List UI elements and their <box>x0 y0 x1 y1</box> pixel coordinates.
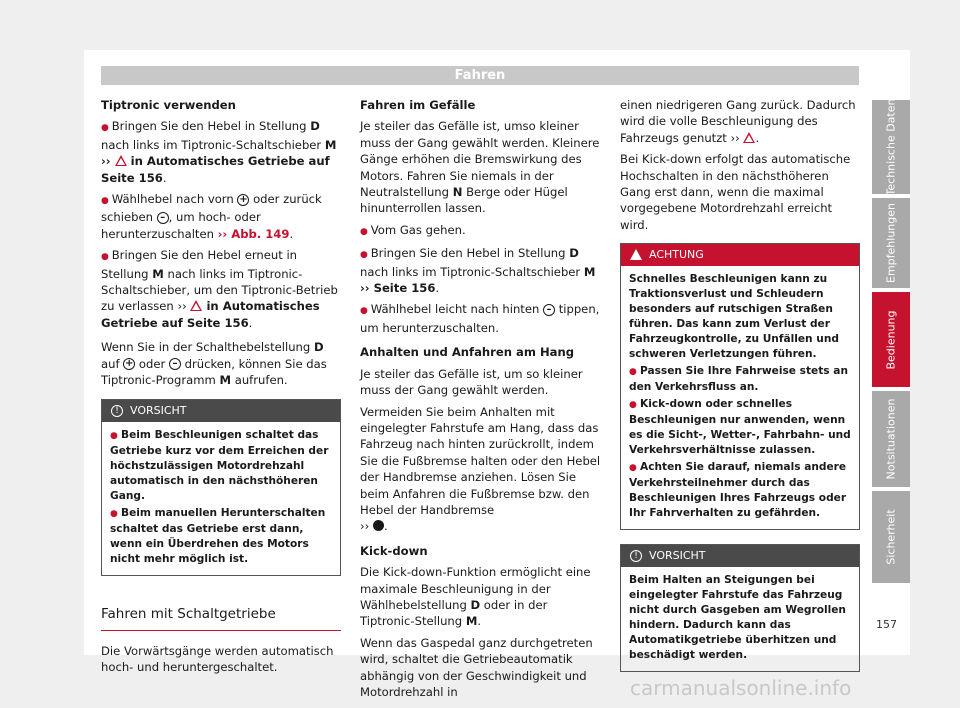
paragraph: Beim Halten an Steigungen bei eingelegter Fahrstufe das Fahrzeug nicht durch Gasgeben am Wegrollen hindern. Dadurch kann das Automatikgetriebe überhitzen und beschädigt werden. <box>629 574 846 662</box>
list-item: ● Vom Gas gehen. <box>360 222 604 240</box>
info-icon <box>373 520 384 531</box>
info-icon: ! <box>111 405 123 417</box>
heading-tiptronic: Tiptronic verwenden <box>101 98 236 112</box>
section-title: Fahren mit Schaltgetriebe <box>101 606 341 631</box>
paragraph: Schnelles Beschleunigen kann zu Traktionsverlust und Schleudern besonders auf rutschigen Straßen führen. Das kann zum Verlust der Fahrzeugkontrolle, zu Unfällen und schweren Verletzungen führen. <box>629 273 839 361</box>
paragraph: Je steiler das Gefälle ist, um so kleiner muss der Gang gewählt werden. <box>360 366 583 398</box>
paragraph: Die Vorwärtsgänge werden automatisch hoch- und heruntergeschaltet. <box>101 643 334 675</box>
warning-icon <box>115 155 127 166</box>
warning-box-header: ACHTUNG <box>621 244 859 266</box>
watermark: carmanualsonline.info <box>630 676 852 700</box>
list-item: ● Wählhebel nach vorn + oder zurück schieben – , um hoch- oder herunterzuschalten ›› Abb. 149. <box>101 191 341 242</box>
link-automatik[interactable]: in Automatisches Getriebe auf Seite 156 <box>101 299 320 330</box>
paragraph: Vermeiden Sie beim Anhalten mit eingelegter Fahrstufe am Hang, dass das Fahrzeug nach hinten zurückrollt, indem Sie die Fußbremse halten oder den Hebel der Handbremse anziehen. Lösen Sie beim Anfahren die Fußbremse bzw. den Hebel der Handbremse ›› . <box>360 404 601 534</box>
plus-button-icon: + <box>125 358 134 370</box>
minus-button-icon: – <box>543 304 555 316</box>
caution-box <box>101 399 341 576</box>
link-automatik[interactable]: in Automatisches Getriebe auf Seite 156 <box>101 154 330 185</box>
warning-box <box>620 243 860 530</box>
list-item: ● Bringen Sie den Hebel in Stellung D nach links im Tiptronic-Schaltschieber M ›› Seite 156. <box>360 245 604 296</box>
list-item: ● Beim manuellen Herunterschalten schaltet das Getriebe erst dann, wenn ein Überdrehen des Motors nicht mehr möglich ist. <box>110 506 332 567</box>
chapter-tabs <box>872 100 910 587</box>
tab-technische-daten[interactable]: Technische Daten <box>872 100 910 194</box>
minus-button-icon: – <box>157 212 169 224</box>
heading-kickdown: Kick-down <box>360 543 428 558</box>
caution-box-header: ! VORSICHT <box>621 545 859 567</box>
list-item: ● Achten Sie darauf, niemals andere Verkehrsteilnehmer durch das Beschleunigen Ihres Fahrzeugs oder Ihr Fahrverhalten zu gefährden. <box>629 460 851 521</box>
tab-sicherheit[interactable]: Sicherheit <box>872 491 910 583</box>
column-right <box>620 97 860 672</box>
paragraph: Je steiler das Gefälle ist, umso kleiner muss der Gang gewählt werden. Kleinere Gänge erhöhen die Bremswirkung des Motors. Fahren Sie niemals in der Neutralstellung N Berge oder Hügel hinunterrollen lassen. <box>360 119 600 216</box>
list-item: ● Wählhebel leicht nach hinten – tippen, um herunterzuschalten. <box>360 301 604 336</box>
tab-empfehlungen[interactable]: Empfehlungen <box>872 198 910 288</box>
info-icon: ! <box>630 550 642 562</box>
column-left <box>101 97 341 681</box>
paragraph: einen niedrigeren Gang zurück. Dadurch wird die volle Beschleunigung des Fahrzeugs genutzt ›› . <box>620 98 856 145</box>
warning-icon <box>630 249 642 260</box>
paragraph: Wenn Sie in der Schalthebelstellung D auf + oder – drücken, können Sie das Tiptronic-Programm M aufrufen. <box>101 340 327 388</box>
page-header: Fahren <box>101 66 859 85</box>
caution-box-header: ! VORSICHT <box>102 400 340 422</box>
paragraph: Bei Kick-down erfolgt das automatische Hochschalten in den nächsthöheren Gang erst dann, wenn die maximal vorgegebene Motordrehzahl erreicht wird. <box>620 152 851 232</box>
list-item: ● Kick-down oder schnelles Beschleunigen nur anwenden, wenn es die Sicht-, Wetter-, Fahrbahn- und Verkehrsverhältnisse zulassen. <box>629 397 851 458</box>
list-item: ● Beim Beschleunigen schaltet das Getriebe kurz vor dem Erreichen der höchstzulässigen Motordrehzahl automatisch in den nächsthöheren Gang. <box>110 428 332 504</box>
page-number: 157 <box>876 618 897 631</box>
tab-bedienung[interactable]: Bedienung <box>872 292 910 387</box>
list-item: ● Bringen Sie den Hebel in Stellung D nach links im Tiptronic-Schaltschieber M ›› in Automatisches Getriebe auf Seite 156. <box>101 118 341 186</box>
list-item: ● Passen Sie Ihre Fahrweise stets an den Verkehrsfluss an. <box>629 364 851 395</box>
plus-button-icon: + <box>239 193 248 205</box>
caution-box <box>620 544 860 672</box>
paragraph: Die Kick-down-Funktion ermöglicht eine maximale Beschleunigung in der Wählhebelstellung D oder in der Tiptronic-Stellung M. <box>360 565 591 629</box>
link-seite-156[interactable]: ›› Seite 156 <box>360 281 436 296</box>
minus-button-icon: – <box>169 358 181 370</box>
paragraph: Wenn das Gaspedal ganz durchgetreten wird, schaltet die Getriebeautomatik abhängig von der Geschwindigkeit und Motordrehzahl in <box>360 635 593 699</box>
column-middle <box>360 97 604 705</box>
warning-icon <box>190 300 202 311</box>
warning-icon <box>743 132 755 143</box>
tab-notsituationen[interactable]: Notsituationen <box>872 391 910 487</box>
list-item: ● Bringen Sie den Hebel erneut in Stellung M nach links im Tiptronic-Schaltschieber, um den Tiptronic-Betrieb zu verlassen ›› in Automatisches Getriebe auf Seite 156. <box>101 247 341 331</box>
heading-gefaelle: Fahren im Gefälle <box>360 98 476 112</box>
heading-anhalten: Anhalten und Anfahren am Hang <box>360 345 575 360</box>
link-abb-149[interactable]: ›› Abb. 149 <box>217 226 290 241</box>
